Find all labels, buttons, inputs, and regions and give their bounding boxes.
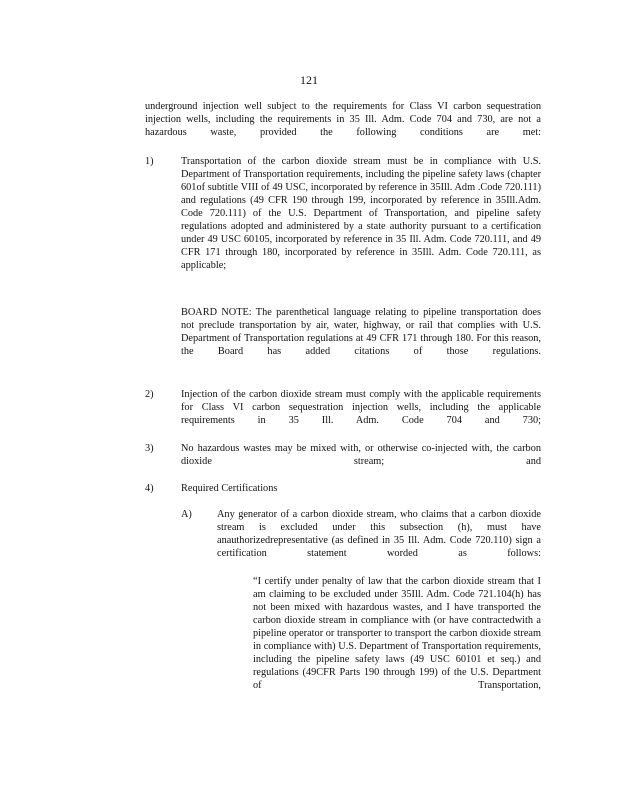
intro-paragraph: underground injection well subject to the requirements for Class VI carbon sequestration injection wells, including the requirements in 35 Ill. Adm. Code 704 and 730, are not a hazardous waste, provided the following conditions are met: xyxy=(145,101,541,138)
item-2-text: Injection of the carbon dioxide stream must comply with the applicable requirements for Class VI carbon sequestration injection wells, including the applicable requirements in 35 Ill. Adm. Code 704 and 730; xyxy=(181,389,541,426)
item-3-text: No hazardous wastes may be mixed with, or otherwise co-injected with, the carbon dioxide stream; and xyxy=(181,443,541,467)
subitem-a-letter: A) xyxy=(181,509,192,520)
certification-quote: “I certify under penalty of law that the carbon dioxide stream that I am claiming to be excluded under 35Ill. Adm. Code 721.104(h) has not been mixed with hazardous wastes, and I have transported the carbon dioxide stream in compliance with (or have contractedwith a pipeline operator or transporter to transport the carbon dioxide stream in compliance with) U.S. Department of Transportation requirements, including the pipeline safety laws (49 USC 60101 et seq.) and regulations (49CFR Parts 190 through 199) of the U.S. Department of Transportation, xyxy=(253,576,541,691)
item-3-number: 3) xyxy=(145,443,154,454)
item-1-number: 1) xyxy=(145,156,154,167)
board-note: BOARD NOTE: The parenthetical language relating to pipeline transportation does not preclude transportation by air, water, highway, or rail that complies with U.S. Department of Transportation regulations at 49 CFR 171 through 180. For this reason, the Board has added citations of those regulations. xyxy=(181,307,541,357)
item-2-number: 2) xyxy=(145,389,154,400)
item-4-text: Required Certifications xyxy=(181,483,278,494)
item-4-number: 4) xyxy=(145,483,154,494)
page-number: 121 xyxy=(300,73,318,87)
subitem-a-text: Any generator of a carbon dioxide stream, who claims that a carbon dioxide stream is excluded under this subsection (h), must have anauthorizedrepresentative (as defined in 35 Ill. Adm. Code 720.110) sign a certification statement worded as follows: xyxy=(217,509,541,559)
item-1-text: Transportation of the carbon dioxide stream must be in compliance with U.S. Department of Transportation requirements, including the pipeline safety laws (chapter 601of subtitle VIII of 49 USC, incorporated by reference in 35Ill. Adm .Code 720.111) and regulations (49 CFR 190 through 199, incorporated by reference in 35Ill.Adm. Code 720.111) of the U.S. Department of Transportation, and pipeline safety regulations adopted and administered by a state authority pursuant to a certification under 49 USC 60105, incorporated by reference in 35 Ill. Adm. Code 720.111, and 49 CFR 171 through 180, incorporated by reference in 35Ill. Adm. Code 720.111, as applicable; xyxy=(181,156,541,271)
